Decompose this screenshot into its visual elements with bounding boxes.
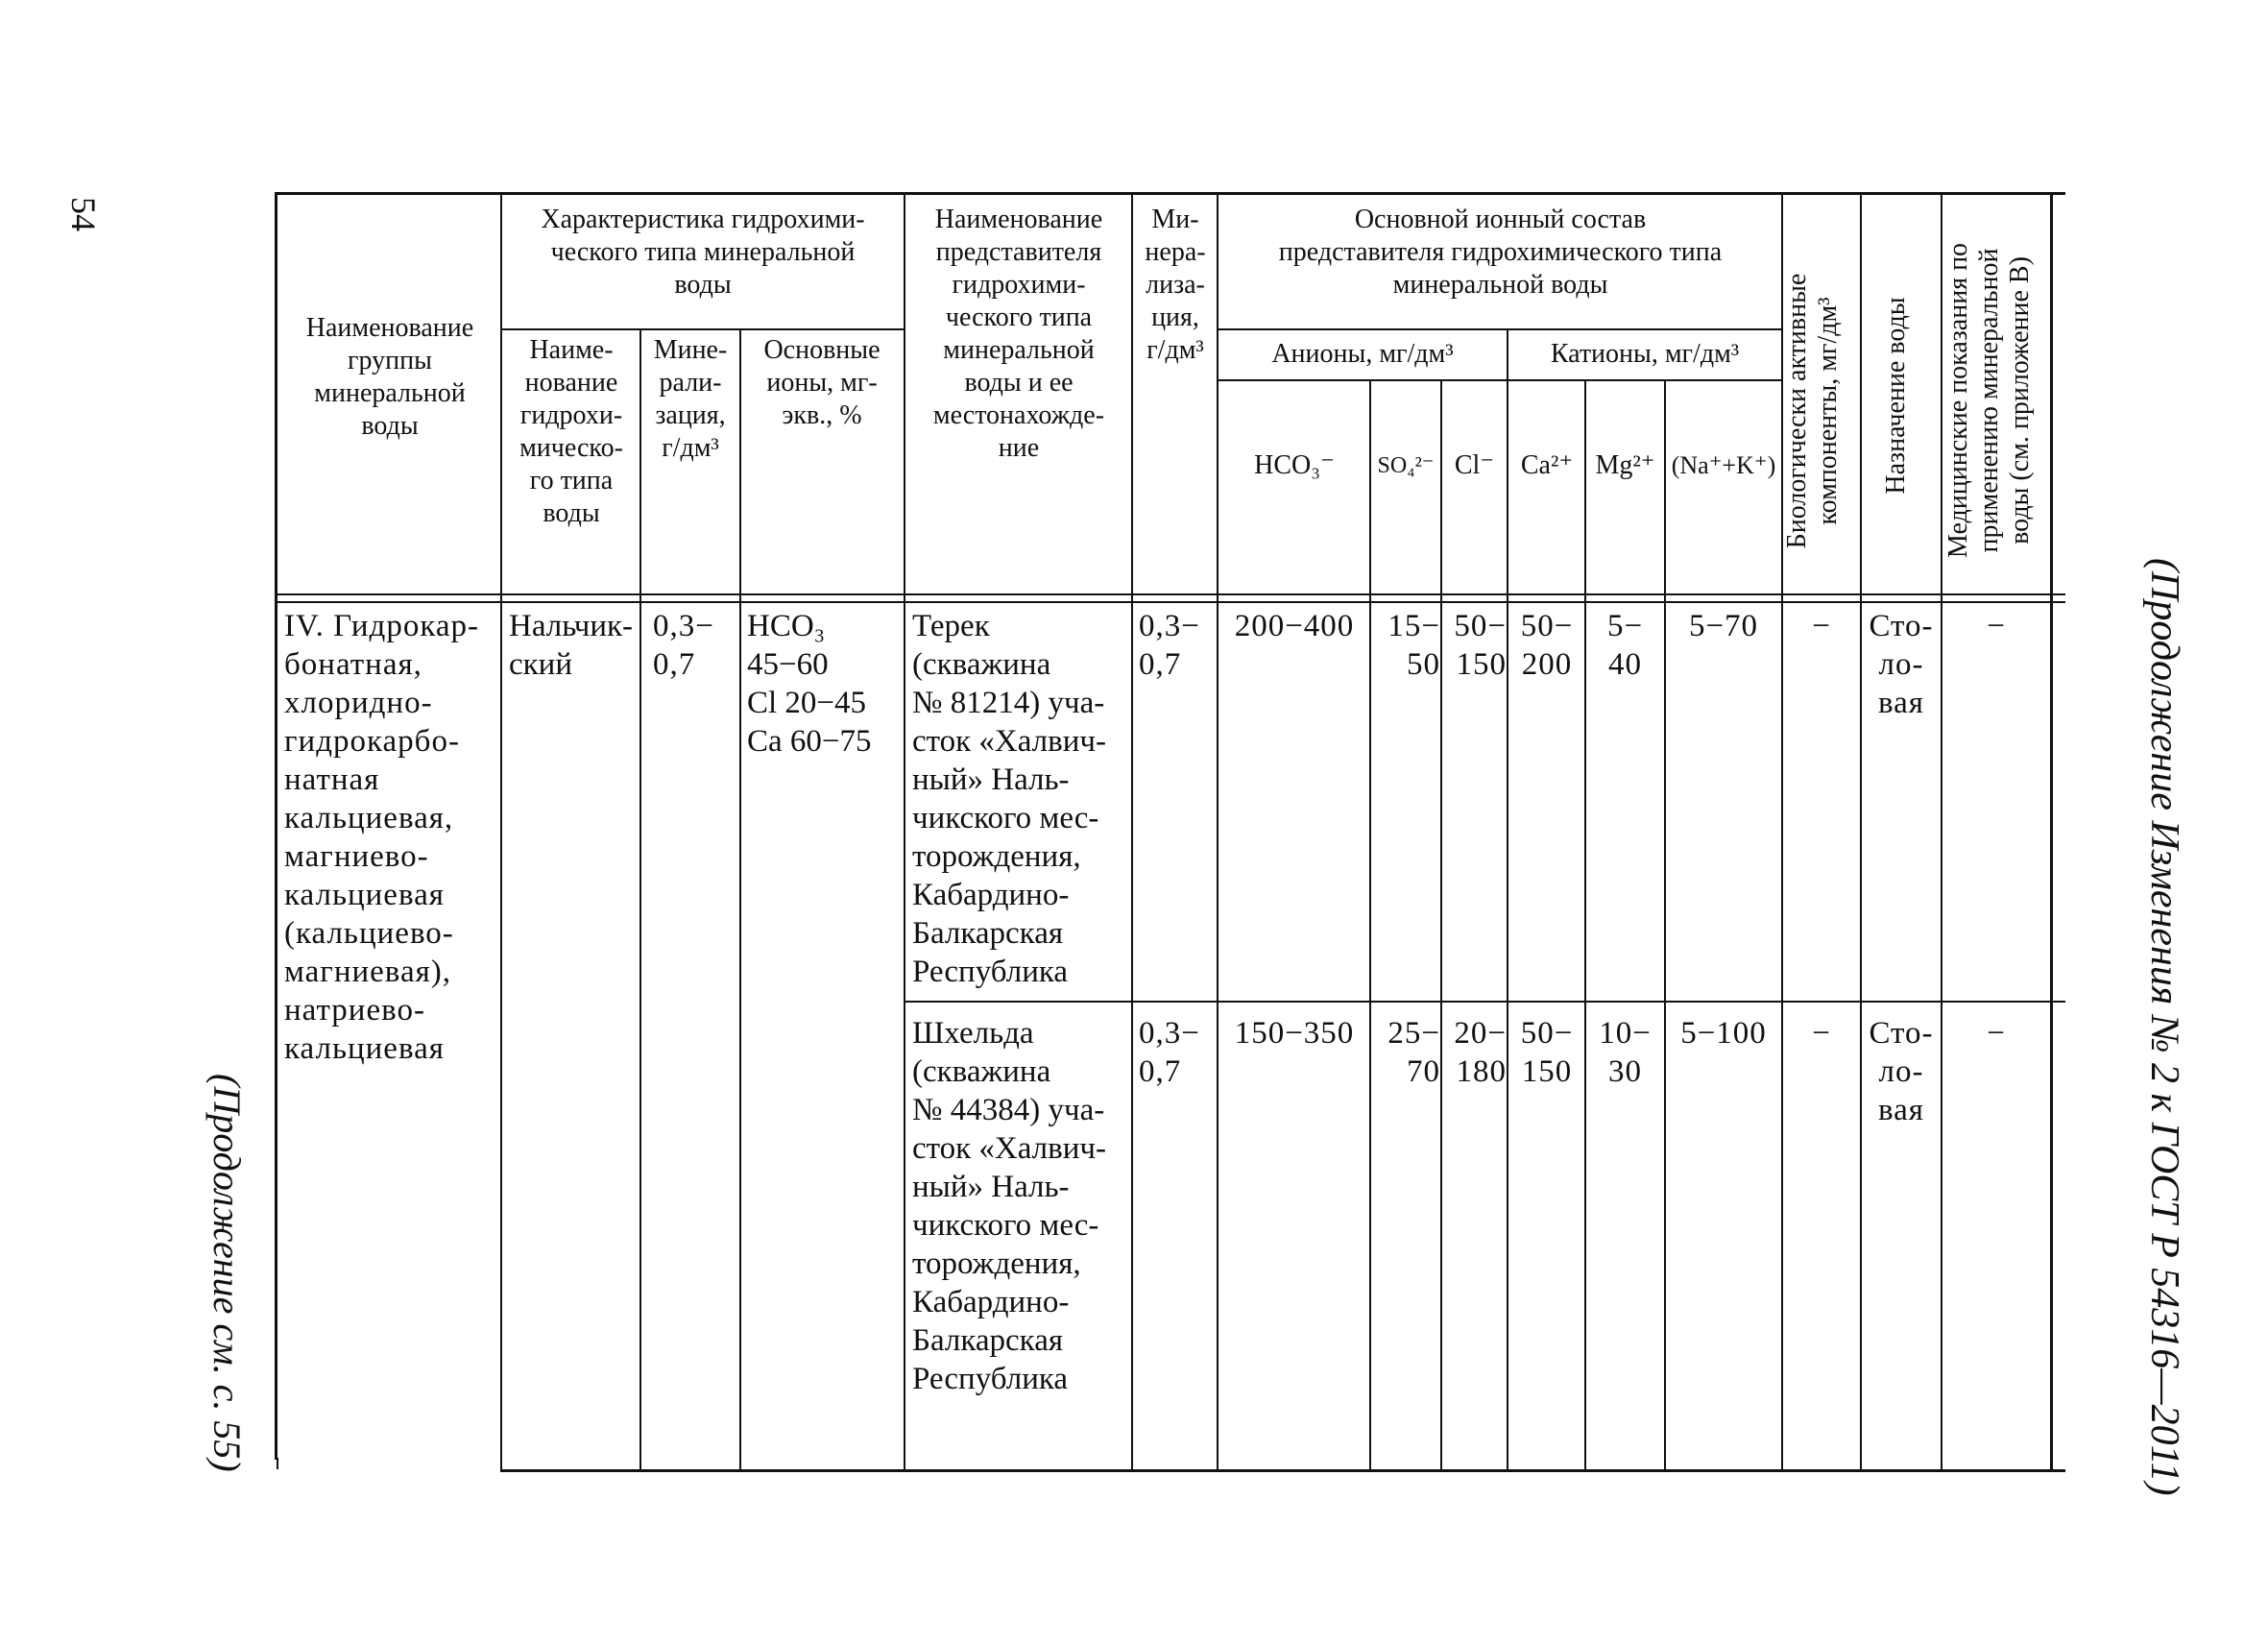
mg-cell: 5− 40: [1606, 609, 1644, 682]
ca-cell: 50− 150: [1520, 1016, 1574, 1089]
mg-cell: 10− 30: [1599, 1016, 1652, 1089]
main-ions-cell: HCO₃ 45−60 Cl 20−45 Ca 60−75: [747, 609, 872, 759]
representative-cell: Терек (скважина № 81214) уча- сток «Халвич- ный» Наль- чикского мес- торождения, Кабардино- Балкарская Республика: [912, 609, 1106, 989]
header-ca: Ca²⁺: [1520, 450, 1574, 480]
group-name-cell: IV. Гидрокар- бонатная, хлоридно- гидрокарбо- натная кальциевая, магниево- кальциевая (кальциево- магниевая), натриево- кальциевая: [284, 609, 480, 1066]
header-hco3: HCO₃⁻: [1254, 450, 1335, 480]
col-line-13: [1860, 192, 1862, 1472]
col-line-8: [1440, 379, 1442, 1472]
col-line-11: [1664, 379, 1666, 1472]
so4-cell: 25− 70: [1387, 1016, 1440, 1089]
cl-cell: 50− 150: [1454, 609, 1507, 682]
hydrochem-subheader-line: [501, 328, 905, 330]
medical-cell: −: [1987, 609, 2006, 643]
header-anions: Анионы, мг/дм³: [1271, 339, 1454, 369]
header-medical-indications: Медицинские показания по применению минеральной воды (см. приложение В): [1943, 242, 2035, 559]
row-separator: [905, 1001, 2065, 1003]
col-line-10: [1584, 379, 1586, 1472]
bio-cell: −: [1812, 1016, 1831, 1051]
col-line-6: [1217, 192, 1218, 1472]
type-mineralization-cell: 0,3− 0,7: [653, 609, 714, 682]
header-main-ions: Основные ионы, мг- экв., %: [763, 335, 881, 430]
col-line-7: [1369, 379, 1371, 1472]
bio-cell: −: [1812, 609, 1831, 643]
col-line-2: [639, 328, 641, 1472]
rep-mineralization-cell: 0,3− 0,7: [1139, 609, 1200, 682]
col-line-1: [500, 192, 502, 1472]
na-k-cell: 5−100: [1680, 1016, 1767, 1051]
header-purpose: Назначение воды: [1881, 297, 1911, 495]
col-line-5: [1131, 192, 1133, 1472]
header-mg: Mg²⁺: [1595, 450, 1655, 480]
header-cl: Cl⁻: [1454, 450, 1495, 480]
hco3-cell: 200−400: [1234, 609, 1355, 643]
header-so4: SO₄²⁻: [1377, 453, 1435, 478]
col-line-14: [1941, 192, 1942, 1472]
col-line-0: [275, 192, 277, 1460]
header-bio-components: Биологически активные компоненты, мг/дм³: [1782, 273, 1843, 549]
ca-cell: 50− 200: [1520, 609, 1574, 682]
col-line-4: [904, 192, 905, 1472]
col-line-15: [2050, 192, 2053, 1472]
header-representative-name: Наименование представителя гидрохими- ческого типа минеральной воды и ее местонахожде- ние: [932, 205, 1105, 463]
cl-cell: 20− 180: [1454, 1016, 1507, 1089]
header-cations: Катионы, мг/дм³: [1550, 339, 1740, 369]
hco3-cell: 150−350: [1234, 1016, 1355, 1051]
table-bottom-border: [501, 1469, 2065, 1472]
continued-note: (Продолжение см. с. 55): [205, 1074, 249, 1472]
header-bottom-line-2: [277, 601, 2065, 603]
medical-cell: −: [1987, 1016, 2006, 1051]
header-na-k: (Na⁺+K⁺): [1671, 451, 1776, 479]
col-line-3: [739, 328, 741, 1472]
header-bottom-line-1: [277, 593, 2065, 595]
table-top-border: [277, 192, 2065, 195]
type-name-cell: Нальчик- ский: [509, 609, 634, 682]
so4-cell: 15− 50: [1387, 609, 1440, 682]
representative-cell: Шхельда (скважина № 44384) уча- сток «Халвич- ный» Наль- чикского мес- торождения, Кабардино- Балкарская Республика: [912, 1016, 1106, 1396]
purpose-cell: Сто- ло- вая: [1869, 1016, 1934, 1127]
rep-mineralization-cell: 0,3− 0,7: [1139, 1016, 1200, 1089]
ion-subheader-line: [1218, 328, 1782, 330]
page-number: 54: [64, 197, 103, 231]
header-group-name: Наименование группы минеральной воды: [305, 313, 474, 441]
header-type-mineralization: Мине- рали- зация, г/дм³: [653, 335, 728, 463]
header-hydrochem-characteristic: Характеристика гидрохими- ческого типа минеральной воды: [541, 205, 865, 300]
anion-cation-subheader-line: [1218, 379, 1782, 381]
purpose-cell: Сто- ло- вая: [1869, 609, 1934, 720]
header-ion-composition: Основной ионный состав представителя гидрохимического типа минеральной воды: [1278, 205, 1723, 300]
header-rep-mineralization: Ми- нера- лиза- ция, г/дм³: [1145, 205, 1206, 365]
na-k-cell: 5−70: [1688, 609, 1759, 643]
running-title: (Продолжение Изменения № 2 к ГОСТ Р 54316—2011): [2142, 558, 2186, 1496]
col-line-9: [1507, 328, 1508, 1472]
header-type-name: Наиме- нование гидрохи- мическо- го типа воды: [519, 335, 623, 528]
